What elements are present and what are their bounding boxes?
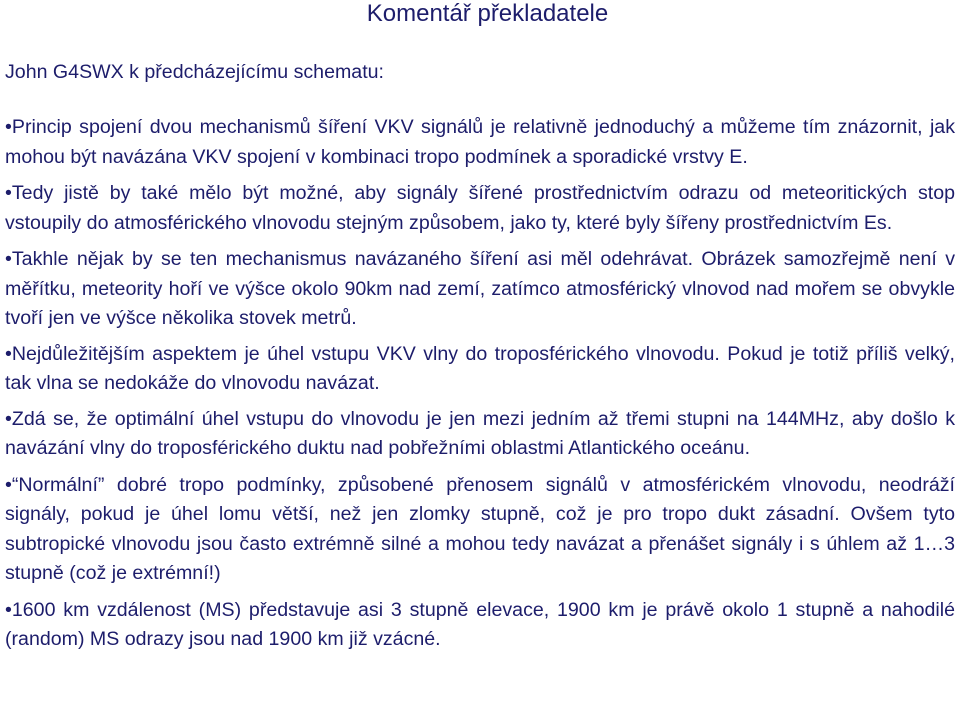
paragraph-1: [5, 113, 955, 172]
paragraph-5: [5, 405, 955, 464]
paragraph-text: Zdá se, že optimální úhel vstupu do vlnovodu je jen mezi jedním až třemi stupni na 144MHz, aby došlo k navázání vlny do troposférického duktu nad pobřežními oblastmi Atlantického oceánu.: [5, 407, 955, 459]
subtitle: John G4SWX k předcházejícímu schematu:: [5, 61, 384, 83]
bullet-icon: •: [5, 116, 12, 138]
paragraph-list: [5, 113, 955, 662]
paragraph-text: Tedy jistě by také mělo být možné, aby signály šířené prostřednictvím odrazu od meteoritických stop vstoupily do atmosférického vlnovodu stejným způsobem, jako ty, které byly šířeny prostřednictvím Es.: [5, 182, 955, 234]
paragraph-3: [5, 245, 955, 334]
bullet-icon: •: [5, 342, 12, 365]
bullet-icon: •: [5, 248, 12, 270]
paragraph-2: [5, 179, 955, 238]
bullet-icon: •: [5, 407, 12, 430]
bullet-icon: •: [5, 598, 12, 621]
paragraph-text: Takhle nějak by se ten mechanismus navázaného šíření asi měl odehrávat. Obrázek samozřejmě není v měřítku, meteority hoří ve výšce okolo 90km nad zemí, zatímco atmosférický vlnovod nad mořem se obvykle tvoří jen ve výšce několika stovek metrů.: [5, 248, 955, 329]
paragraph-text: Nejdůležitějším aspektem je úhel vstupu VKV vlny do troposférického vlnovodu. Pokud je totiž příliš velký, tak vlna se nedokáže do vlnovodu navázat.: [5, 342, 955, 394]
paragraph-text: “Normální” dobré tropo podmínky, způsobené přenosem signálů v atmosférickém vlnovodu, neodráží signály, pokud je úhel lomu větší, než jen zlomky stupně, což je pro tropo dukt zásadní. Ovšem tyto subtropické vlnovodu jsou často extrémně silné a mohou tedy navázat a přenášet signály i s úhlem až 1…3 stupně (což je extrémní!): [5, 473, 955, 584]
paragraph-text: Princip spojení dvou mechanismů šíření VKV signálů je relativně jednoduchý a můžeme tím znázornit, jak mohou být navázána VKV spojení v kombinaci tropo podmínek a sporadické vrstvy E.: [5, 116, 955, 168]
paragraph-6: [5, 471, 955, 589]
paragraph-text: 1600 km vzdálenost (MS) představuje asi 3 stupně elevace, 1900 km je právě okolo 1 stupně a nahodilé (random) MS odrazy jsou nad 1900 km již vzácné.: [5, 598, 955, 650]
paragraph-4: [5, 340, 955, 399]
bullet-icon: •: [5, 473, 12, 496]
page-title: Komentář překladatele: [366, 0, 609, 27]
bullet-icon: •: [5, 182, 12, 204]
paragraph-7: [5, 596, 955, 655]
